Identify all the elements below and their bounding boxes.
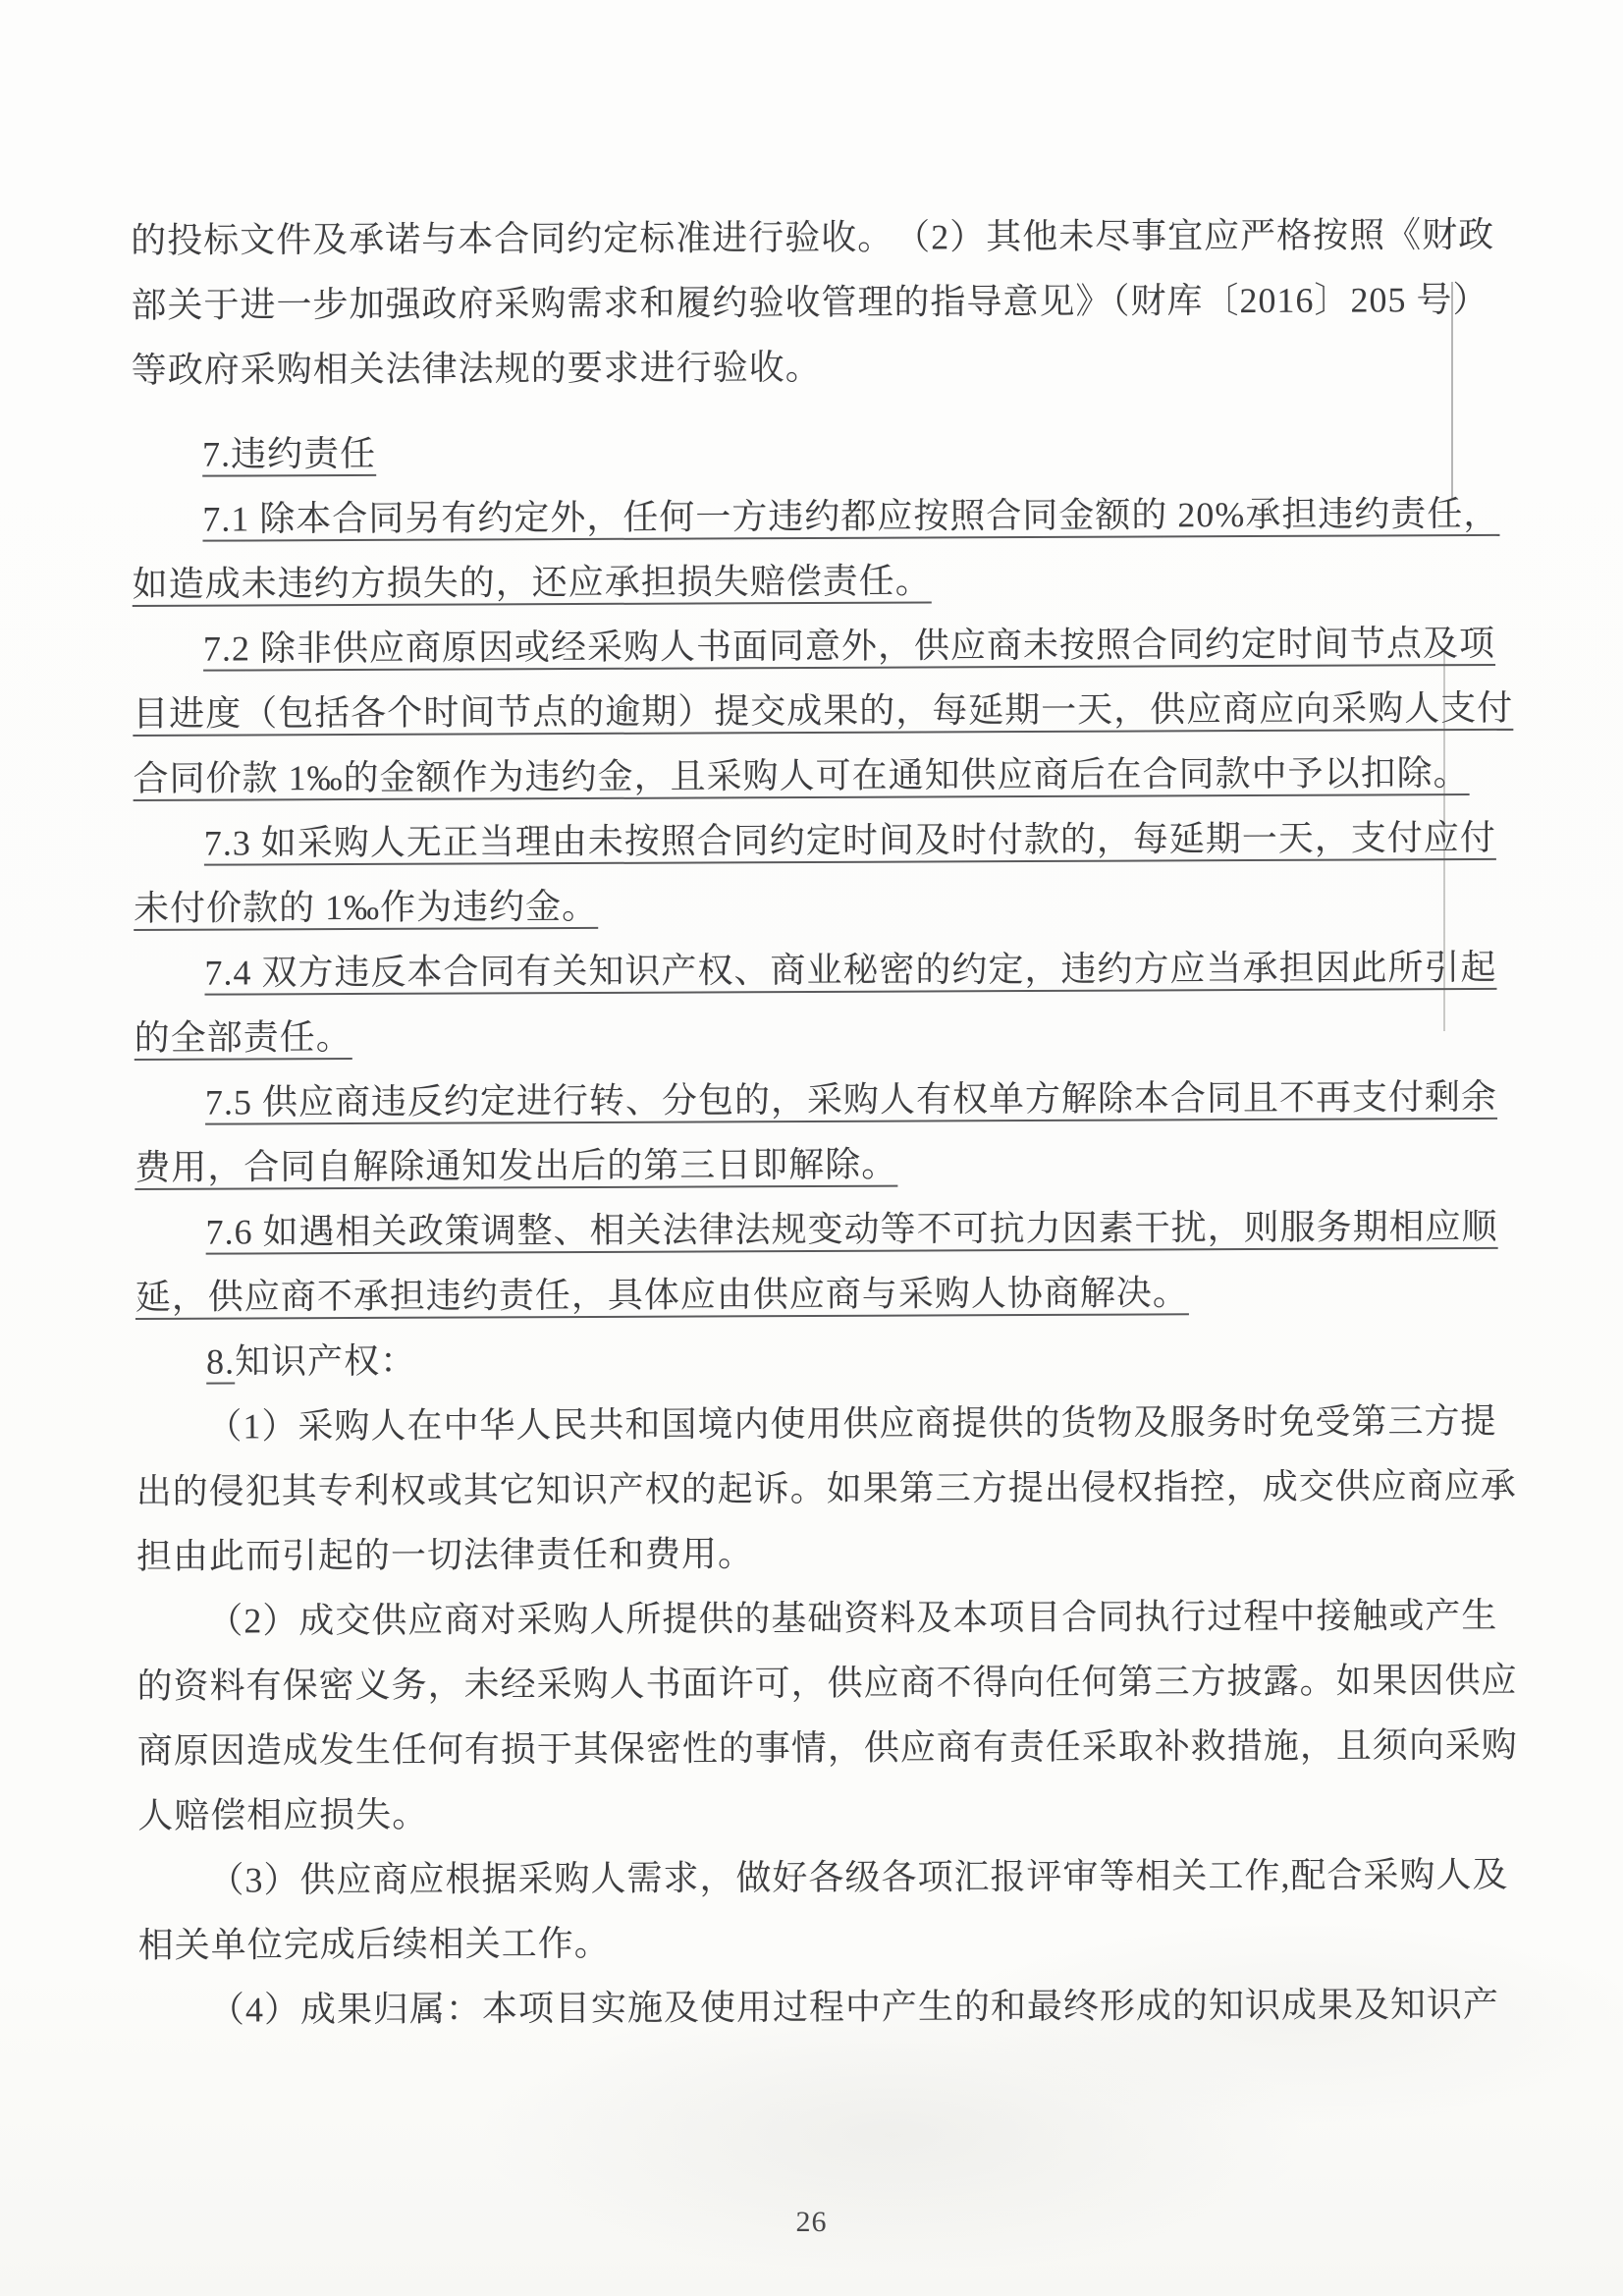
text-segment: 相关单位完成后续相关工作。 (137, 1923, 611, 1965)
text-segment: 出的侵犯其专利权或其它知识产权的起诉。如果第三方提出侵权指控，成交供应商应承 (135, 1465, 1517, 1511)
underlined-text: 未付价款的 1‰作为违约金。 (134, 886, 599, 928)
text-segment: （3）供应商应根据采购人需求，做好各级各项汇报评审等相关工作,配合采购人及 (208, 1854, 1509, 1900)
text-line (132, 332, 1502, 403)
text-line (131, 267, 1501, 338)
page-number: 26 (795, 2206, 828, 2238)
text-line (133, 611, 1503, 682)
underlined-text: 目进度（包括各个时间节点的逾期）提交成果的，每延期一天，供应商应向采购人支付 (133, 687, 1514, 734)
text-line (136, 1648, 1518, 1719)
text-segment: 部关于进一步加强政府采购需求和履约验收管理的指导意见》（财库〔2016〕205 号） (131, 279, 1489, 325)
text-line (136, 1518, 1507, 1589)
text-line (131, 202, 1501, 273)
text-line (135, 1324, 1506, 1394)
underlined-text: 7.2 除非供应商原因或经采购人书面同意外，供应商未按照合同约定时间节点及项 (202, 623, 1496, 669)
text-line (134, 805, 1504, 876)
underlined-text: 8. (206, 1341, 236, 1382)
underlined-text: 的全部责任。 (134, 1017, 352, 1058)
text-segment: 的投标文件及承诺与本合同约定标准进行验收。 （2）其他未尽事宜应严格按照《财政 (131, 214, 1495, 260)
text-line (134, 870, 1504, 941)
text-line (136, 1713, 1518, 1783)
document-body (131, 202, 1518, 2043)
text-segment: （2）成交供应商对采购人所提供的基础资料及本项目合同执行过程中接触或产生 (207, 1595, 1498, 1641)
underlined-text: 7.4 双方违反本合同有关知识产权、商业秘密的约定，违约方应当承担因此所引起 (204, 947, 1497, 993)
text-line (133, 546, 1503, 617)
text-segment: 知识产权： (235, 1340, 417, 1382)
text-line (135, 1389, 1506, 1459)
text-segment: 人赔偿相应损失。 (137, 1794, 429, 1835)
text-segment: 等政府采购相关法律法规的要求进行验收。 (131, 347, 822, 390)
text-segment: （1）采购人在中华人民共和国境内使用供应商提供的货物及服务时免受第三方提 (206, 1400, 1497, 1447)
text-line (132, 416, 1502, 487)
text-segment: 担由此而引起的一切法律责任和费用。 (135, 1534, 755, 1576)
text-line (134, 935, 1504, 1006)
text-line (136, 1583, 1507, 1654)
text-line (135, 1259, 1506, 1330)
underlined-text: 费用，合同自解除通知发出后的第三日即解除。 (135, 1144, 898, 1187)
underlined-text: 7.6 如遇相关政策调整、相关法律法规变动等不可抗力因素干扰，则服务期相应顺 (205, 1206, 1498, 1252)
text-line (137, 1842, 1508, 1913)
text-line (137, 1777, 1508, 1848)
underlined-text: 如造成未违约方损失的，还应承担损失赔偿责任。 (132, 561, 932, 604)
text-segment: 的资料有保密义务，未经采购人书面许可，供应商不得向任何第三方披露。如果因供应 (136, 1660, 1518, 1706)
text-line (138, 1972, 1509, 2043)
text-line (135, 1129, 1505, 1200)
underlined-text: 7.5 供应商违反约定进行转、分包的，采购人有权单方解除本合同且不再支付剩余 (204, 1076, 1498, 1122)
underlined-text: 延，供应商不承担违约责任，具体应由供应商与采购人协商解决。 (135, 1273, 1189, 1317)
text-line (133, 740, 1503, 811)
text-line (138, 1907, 1509, 1978)
text-line (135, 1000, 1505, 1070)
text-segment: 商原因造成发生任何有损于其保密性的事情，供应商有责任采取补救措施，且须向采购 (136, 1724, 1518, 1771)
underlined-text: 7.违约责任 (202, 433, 377, 474)
underlined-text: 7.3 如采购人无正当理由未按照合同约定时间及时付款的，每延期一天，支付应付 (203, 817, 1496, 863)
text-segment: （4）成果归属：本项目实施及使用过程中产生的和最终形成的知识成果及知识产 (208, 1984, 1500, 2030)
underlined-text: 合同价款 1‰的金额作为违约金，且采购人可在通知供应商后在合同款中予以扣除。 (133, 753, 1470, 798)
text-line (133, 676, 1514, 746)
underlined-text: 7.1 除本合同另有约定外，任何一方违约都应按照合同金额的 20%承担违约责任， (202, 493, 1500, 539)
text-line (135, 1453, 1517, 1524)
text-line (135, 1194, 1505, 1265)
text-line (135, 1065, 1505, 1135)
text-line (132, 481, 1502, 552)
